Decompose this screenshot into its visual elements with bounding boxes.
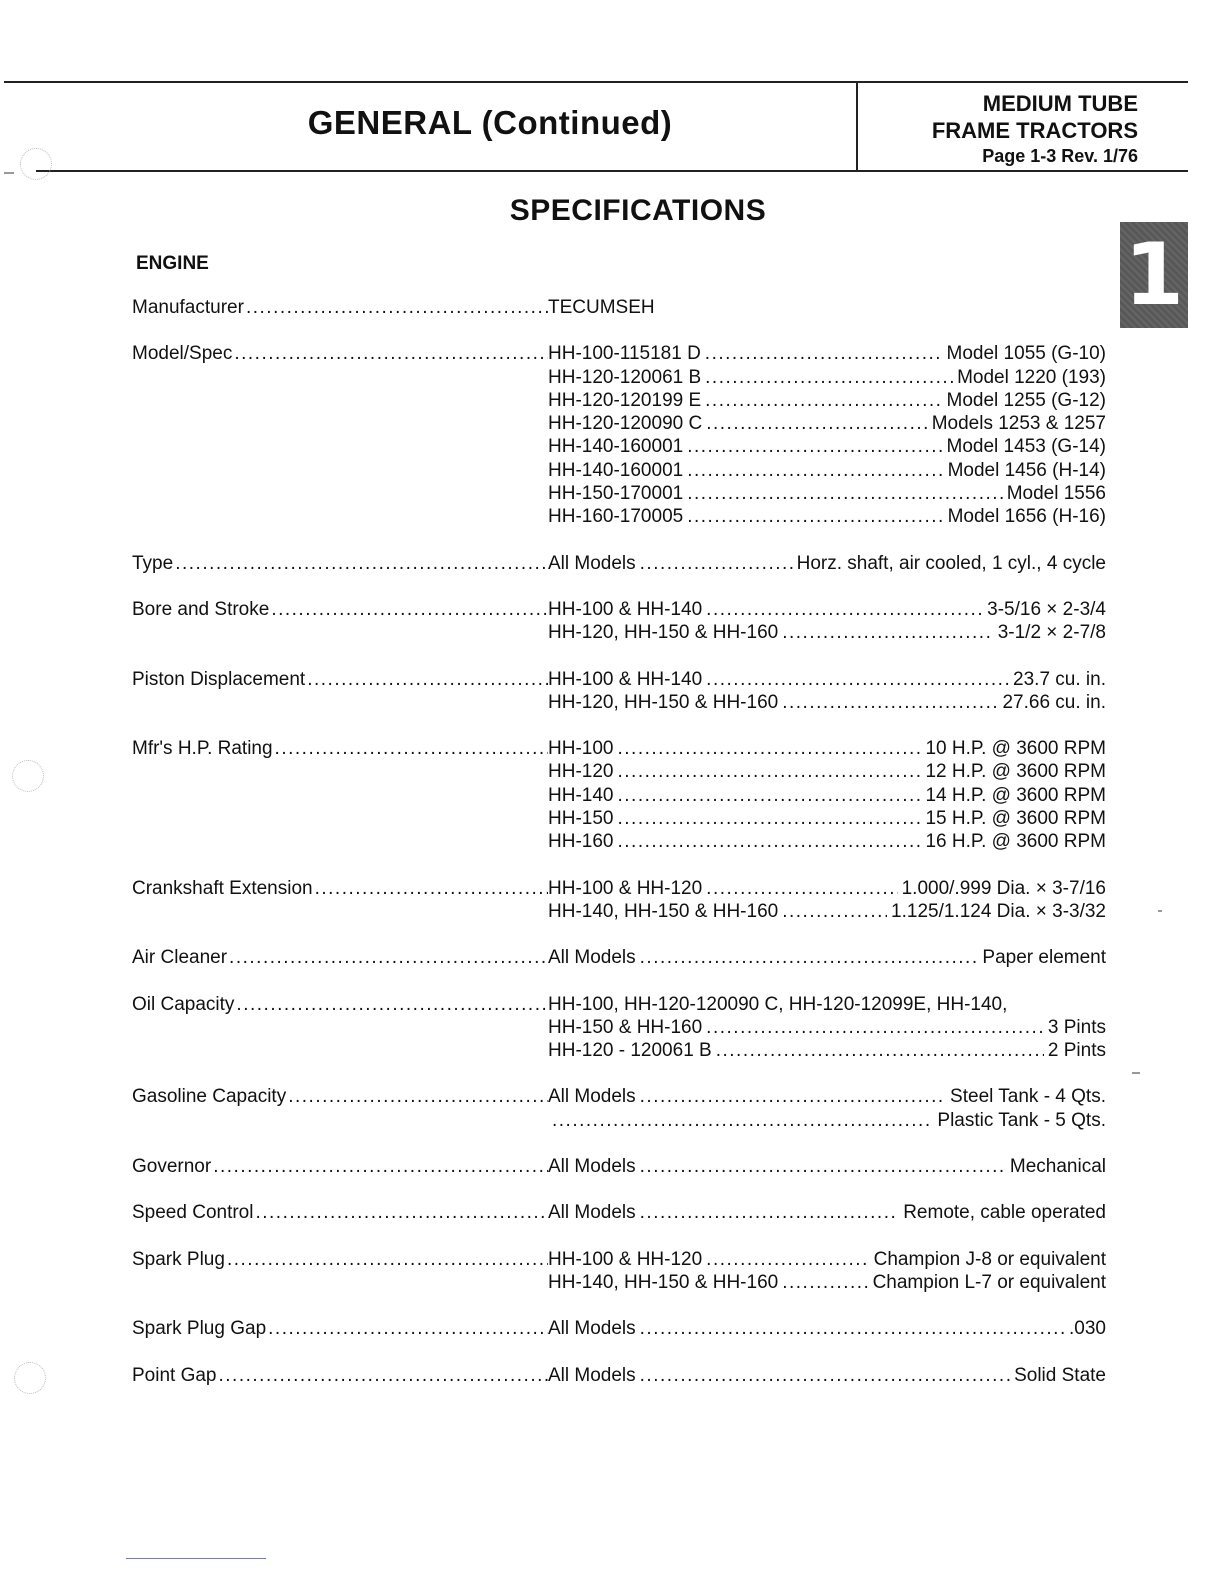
spec-value: 2 Pints <box>1047 1040 1106 1062</box>
spec-value-cell <box>548 505 1106 528</box>
dot-leader <box>552 1109 933 1132</box>
spec-value-cell <box>548 1201 1106 1224</box>
dot-leader <box>617 737 921 760</box>
spec-row <box>132 1085 1106 1108</box>
spec-group <box>132 668 1106 715</box>
spec-label: Spark Plug <box>132 1248 225 1270</box>
dot-leader <box>234 342 548 365</box>
punch-hole-ring <box>12 760 44 792</box>
spec-group <box>132 552 1106 575</box>
dot-leader <box>782 1271 868 1294</box>
spec-label-cell <box>132 993 548 1016</box>
spec-value: 1.000/.999 Dia. × 3-7/16 <box>901 877 1106 899</box>
spec-value-cell <box>548 1271 1106 1294</box>
spec-model: HH-120-120090 C <box>548 413 703 435</box>
spec-label-cell <box>132 552 548 575</box>
dot-leader <box>716 1039 1044 1062</box>
spec-value: Model 1220 (193) <box>957 366 1106 388</box>
dot-leader <box>706 1016 1044 1039</box>
spec-row <box>132 459 1106 482</box>
spec-model: HH-120 - 120061 B <box>548 1040 712 1062</box>
spec-model: HH-120-120199 E <box>548 389 702 411</box>
dot-leader <box>268 1317 548 1340</box>
dot-leader <box>706 877 897 900</box>
spec-label: Speed Control <box>132 1202 254 1224</box>
dot-leader <box>640 1085 946 1108</box>
spec-value: 27.66 cu. in. <box>1002 691 1106 713</box>
spec-row <box>132 900 1106 923</box>
spec-value: 3 Pints <box>1047 1016 1106 1038</box>
spec-value-cell <box>548 830 1106 853</box>
spec-model: HH-100-115181 D <box>548 343 701 365</box>
spec-group <box>132 1364 1106 1387</box>
spec-row <box>132 621 1106 644</box>
spec-group <box>132 1248 1106 1295</box>
spec-row <box>132 877 1106 900</box>
dot-leader <box>255 1201 548 1224</box>
spec-row <box>132 946 1106 969</box>
spec-value-cell <box>548 389 1106 412</box>
spec-value-cell <box>548 621 1106 644</box>
dot-leader <box>640 1155 1006 1178</box>
spec-label-cell <box>132 1364 548 1387</box>
spec-value-cell <box>548 342 1106 365</box>
spec-model: HH-150 & HH-160 <box>548 1016 703 1038</box>
section-tab: 1 <box>1120 222 1188 328</box>
spec-row <box>132 668 1106 691</box>
spec-value: Model 1453 (G-14) <box>946 436 1106 458</box>
spec-row <box>132 435 1106 458</box>
dot-leader <box>706 668 1009 691</box>
spec-model: HH-100 & HH-120 <box>548 1248 703 1270</box>
spec-label: Spark Plug Gap <box>132 1318 267 1340</box>
spec-value: Model 1556 <box>1006 483 1106 505</box>
spec-row <box>132 1109 1106 1132</box>
spec-value: Horz. shaft, air cooled, 1 cyl., 4 cycle <box>796 552 1106 574</box>
spec-row <box>132 807 1106 830</box>
page-title: GENERAL (Continued) <box>307 104 673 141</box>
dot-leader <box>617 784 921 807</box>
spec-label-cell <box>132 1201 548 1224</box>
spec-model: HH-120 <box>548 761 614 783</box>
dot-leader <box>219 1364 549 1387</box>
spec-model: HH-100 & HH-140 <box>548 598 703 620</box>
dot-leader <box>271 598 548 621</box>
spec-label: Mfr's H.P. Rating <box>132 738 273 760</box>
spec-value: Paper element <box>982 947 1106 969</box>
dot-leader <box>687 459 943 482</box>
dot-leader <box>617 830 921 853</box>
dot-leader <box>175 552 548 575</box>
specs-list <box>132 296 1106 1410</box>
spec-row <box>132 1271 1106 1294</box>
spec-model: HH-120, HH-150 & HH-160 <box>548 622 779 644</box>
spec-label-cell <box>132 1248 548 1271</box>
dot-leader <box>236 993 548 1016</box>
dot-leader <box>213 1155 548 1178</box>
dot-leader <box>705 342 943 365</box>
spec-value-cell <box>548 1085 1106 1108</box>
product-line-2: FRAME TRACTORS <box>931 118 1138 143</box>
spec-label: Governor <box>132 1156 212 1178</box>
spec-label-cell <box>132 668 548 691</box>
spec-row <box>132 760 1106 783</box>
spec-label: Gasoline Capacity <box>132 1086 287 1108</box>
spec-row <box>132 552 1106 575</box>
spec-value: Remote, cable operated <box>903 1202 1106 1224</box>
spec-model: All Models <box>548 1202 636 1224</box>
spec-label-cell <box>132 946 548 969</box>
spec-group <box>132 1155 1106 1178</box>
spec-model: HH-140, HH-150 & HH-160 <box>548 1271 779 1293</box>
dot-leader <box>782 621 994 644</box>
scan-speck <box>4 172 14 174</box>
scan-speck <box>1132 1072 1140 1074</box>
spec-value: Models 1253 & 1257 <box>931 413 1106 435</box>
spec-label-cell <box>132 1085 548 1108</box>
dot-leader <box>288 1085 548 1108</box>
spec-value-cell <box>548 1248 1106 1271</box>
spec-label-cell <box>132 737 548 760</box>
spec-row <box>132 342 1106 365</box>
spec-value-cell <box>548 1155 1106 1178</box>
dot-leader <box>706 598 983 621</box>
spec-value: Model 1055 (G-10) <box>946 343 1106 365</box>
spec-model: HH-100 & HH-120 <box>548 877 703 899</box>
spec-value: Model 1255 (G-12) <box>946 389 1106 411</box>
spec-group <box>132 877 1106 924</box>
spec-value: Mechanical <box>1009 1156 1106 1178</box>
spec-group <box>132 993 1106 1063</box>
spec-value: 3-5/16 × 2-3/4 <box>987 598 1106 620</box>
spec-row <box>132 296 1106 319</box>
specifications-heading: SPECIFICATIONS <box>509 194 767 227</box>
spec-value: Model 1656 (H-16) <box>947 506 1106 528</box>
spec-value-cell <box>548 1039 1106 1062</box>
spec-value-cell <box>548 668 1106 691</box>
spec-value-cell <box>548 459 1106 482</box>
spec-model: HH-160 <box>548 831 614 853</box>
spec-value: Champion L-7 or equivalent <box>872 1271 1106 1293</box>
spec-value-cell <box>548 1317 1106 1340</box>
product-line-1: MEDIUM TUBE <box>982 91 1138 116</box>
spec-group <box>132 1201 1106 1224</box>
spec-label: Type <box>132 552 174 574</box>
spec-model: HH-160-170005 <box>548 506 684 528</box>
spec-value: 16 H.P. @ 3600 RPM <box>925 831 1106 853</box>
spec-row <box>132 993 1106 1016</box>
spec-value: Steel Tank - 4 Qts. <box>950 1086 1106 1108</box>
dot-leader <box>640 946 979 969</box>
spec-value: 3-1/2 × 2-7/8 <box>997 622 1106 644</box>
header-divider <box>856 82 858 170</box>
dot-leader <box>687 435 942 458</box>
spec-model: HH-140, HH-150 & HH-160 <box>548 900 779 922</box>
dot-leader <box>640 1317 1065 1340</box>
spec-value: Champion J-8 or equivalent <box>873 1248 1106 1270</box>
spec-value: Model 1456 (H-14) <box>947 459 1106 481</box>
spec-label: Model/Spec <box>132 343 233 365</box>
spec-value: 10 H.P. @ 3600 RPM <box>925 738 1106 760</box>
dot-leader <box>706 1248 869 1271</box>
spec-value-cell <box>548 760 1106 783</box>
spec-row <box>132 830 1106 853</box>
spec-value-cell <box>548 993 1106 1016</box>
spec-value: 12 H.P. @ 3600 RPM <box>925 761 1106 783</box>
spec-label-cell <box>132 1317 548 1340</box>
spec-model: HH-140 <box>548 784 614 806</box>
spec-model: TECUMSEH <box>548 297 655 318</box>
spec-value-cell <box>548 412 1106 435</box>
dot-leader <box>617 807 921 830</box>
punch-hole-ring <box>20 148 52 180</box>
header-bottom-rule <box>36 170 1188 172</box>
spec-model: HH-140-160001 <box>548 436 684 458</box>
spec-row <box>132 1248 1106 1271</box>
spec-value-cell <box>548 435 1106 458</box>
spec-value: .030 <box>1069 1318 1106 1340</box>
spec-model: All Models <box>548 1364 636 1386</box>
spec-row <box>132 1039 1106 1062</box>
spec-model: All Models <box>548 552 636 574</box>
spec-value-cell <box>548 737 1106 760</box>
dot-leader <box>640 1201 900 1224</box>
spec-row <box>132 482 1106 505</box>
spec-value-cell <box>548 482 1106 505</box>
spec-label-cell <box>132 877 548 900</box>
spec-value-cell <box>548 900 1106 923</box>
spec-value-cell <box>548 1364 1106 1387</box>
spec-label: Piston Displacement <box>132 668 306 690</box>
spec-model: HH-150-170001 <box>548 483 684 505</box>
spec-model: All Models <box>548 1086 636 1108</box>
spec-value-cell <box>548 1016 1106 1039</box>
spec-label-cell <box>132 296 548 319</box>
spec-label: Point Gap <box>132 1364 217 1386</box>
spec-label-cell <box>132 598 548 621</box>
dot-leader <box>705 389 942 412</box>
spec-value: 1.125/1.124 Dia. × 3-3/32 <box>891 900 1106 922</box>
spec-group <box>132 342 1106 528</box>
spec-label-cell <box>132 342 548 365</box>
dot-leader <box>315 877 548 900</box>
spec-label: Crankshaft Extension <box>132 877 313 899</box>
spec-value: Plastic Tank - 5 Qts. <box>937 1109 1106 1131</box>
spec-row <box>132 737 1106 760</box>
spec-value-cell <box>548 1109 1106 1132</box>
spec-group <box>132 1085 1106 1132</box>
dot-leader <box>227 1248 548 1271</box>
section-heading: ENGINE <box>136 253 209 274</box>
spec-row <box>132 1201 1106 1224</box>
spec-value-cell <box>548 784 1106 807</box>
spec-row <box>132 366 1106 389</box>
spec-value-cell <box>548 296 1106 319</box>
spec-group <box>132 946 1106 969</box>
spec-value-cell <box>548 946 1106 969</box>
spec-row <box>132 1016 1106 1039</box>
spec-row <box>132 412 1106 435</box>
spec-row <box>132 389 1106 412</box>
spec-model: All Models <box>548 1156 636 1178</box>
spec-model: HH-140-160001 <box>548 459 684 481</box>
spec-value: Solid State <box>1014 1364 1106 1386</box>
punch-hole-ring <box>14 1362 46 1394</box>
spec-model: All Models <box>548 1318 636 1340</box>
spec-group <box>132 296 1106 319</box>
dot-leader <box>705 366 953 389</box>
dot-leader <box>246 296 548 319</box>
header-top-rule <box>4 81 1188 83</box>
spec-model: HH-150 <box>548 808 614 830</box>
spec-label: Bore and Stroke <box>132 598 270 620</box>
scan-edge-line <box>126 1558 266 1559</box>
dot-leader <box>640 552 793 575</box>
spec-row <box>132 691 1106 714</box>
spec-value: 15 H.P. @ 3600 RPM <box>925 808 1106 830</box>
spec-row <box>132 1155 1106 1178</box>
dot-leader <box>782 900 887 923</box>
spec-group <box>132 1317 1106 1340</box>
dot-leader <box>229 946 548 969</box>
spec-label: Manufacturer <box>132 297 244 318</box>
dot-leader <box>687 505 943 528</box>
dot-leader <box>617 760 921 783</box>
spec-value-cell <box>548 366 1106 389</box>
spec-group <box>132 598 1106 645</box>
spec-model: HH-120-120061 B <box>548 366 702 388</box>
spec-model: HH-100 & HH-140 <box>548 668 703 690</box>
dot-leader <box>687 482 1003 505</box>
dot-leader <box>640 1364 1010 1387</box>
dot-leader <box>275 737 548 760</box>
spec-value-cell <box>548 877 1106 900</box>
spec-model: HH-100 <box>548 738 614 760</box>
spec-model: HH-120, HH-150 & HH-160 <box>548 691 779 713</box>
spec-value: 23.7 cu. in. <box>1013 668 1106 690</box>
spec-group <box>132 737 1106 853</box>
spec-model: All Models <box>548 947 636 969</box>
dot-leader <box>706 412 928 435</box>
spec-value-cell <box>548 598 1106 621</box>
spec-value-cell <box>548 807 1106 830</box>
spec-row <box>132 784 1106 807</box>
spec-row <box>132 1364 1106 1387</box>
scan-speck <box>1158 910 1162 912</box>
page-info: Page 1-3 Rev. 1/76 <box>982 146 1138 166</box>
spec-value-cell <box>548 552 1106 575</box>
spec-label-cell <box>132 1155 548 1178</box>
spec-row <box>132 505 1106 528</box>
spec-row <box>132 598 1106 621</box>
spec-value: 14 H.P. @ 3600 RPM <box>925 784 1106 806</box>
spec-label: Air Cleaner <box>132 947 228 969</box>
header-product-block <box>932 90 1138 168</box>
dot-leader <box>782 691 998 714</box>
dot-leader <box>307 668 548 691</box>
spec-row <box>132 1317 1106 1340</box>
spec-value-cell <box>548 691 1106 714</box>
spec-label: Oil Capacity <box>132 993 235 1015</box>
spec-model: HH-100, HH-120-120090 C, HH-120-12099E, HH-140, <box>548 993 1008 1015</box>
